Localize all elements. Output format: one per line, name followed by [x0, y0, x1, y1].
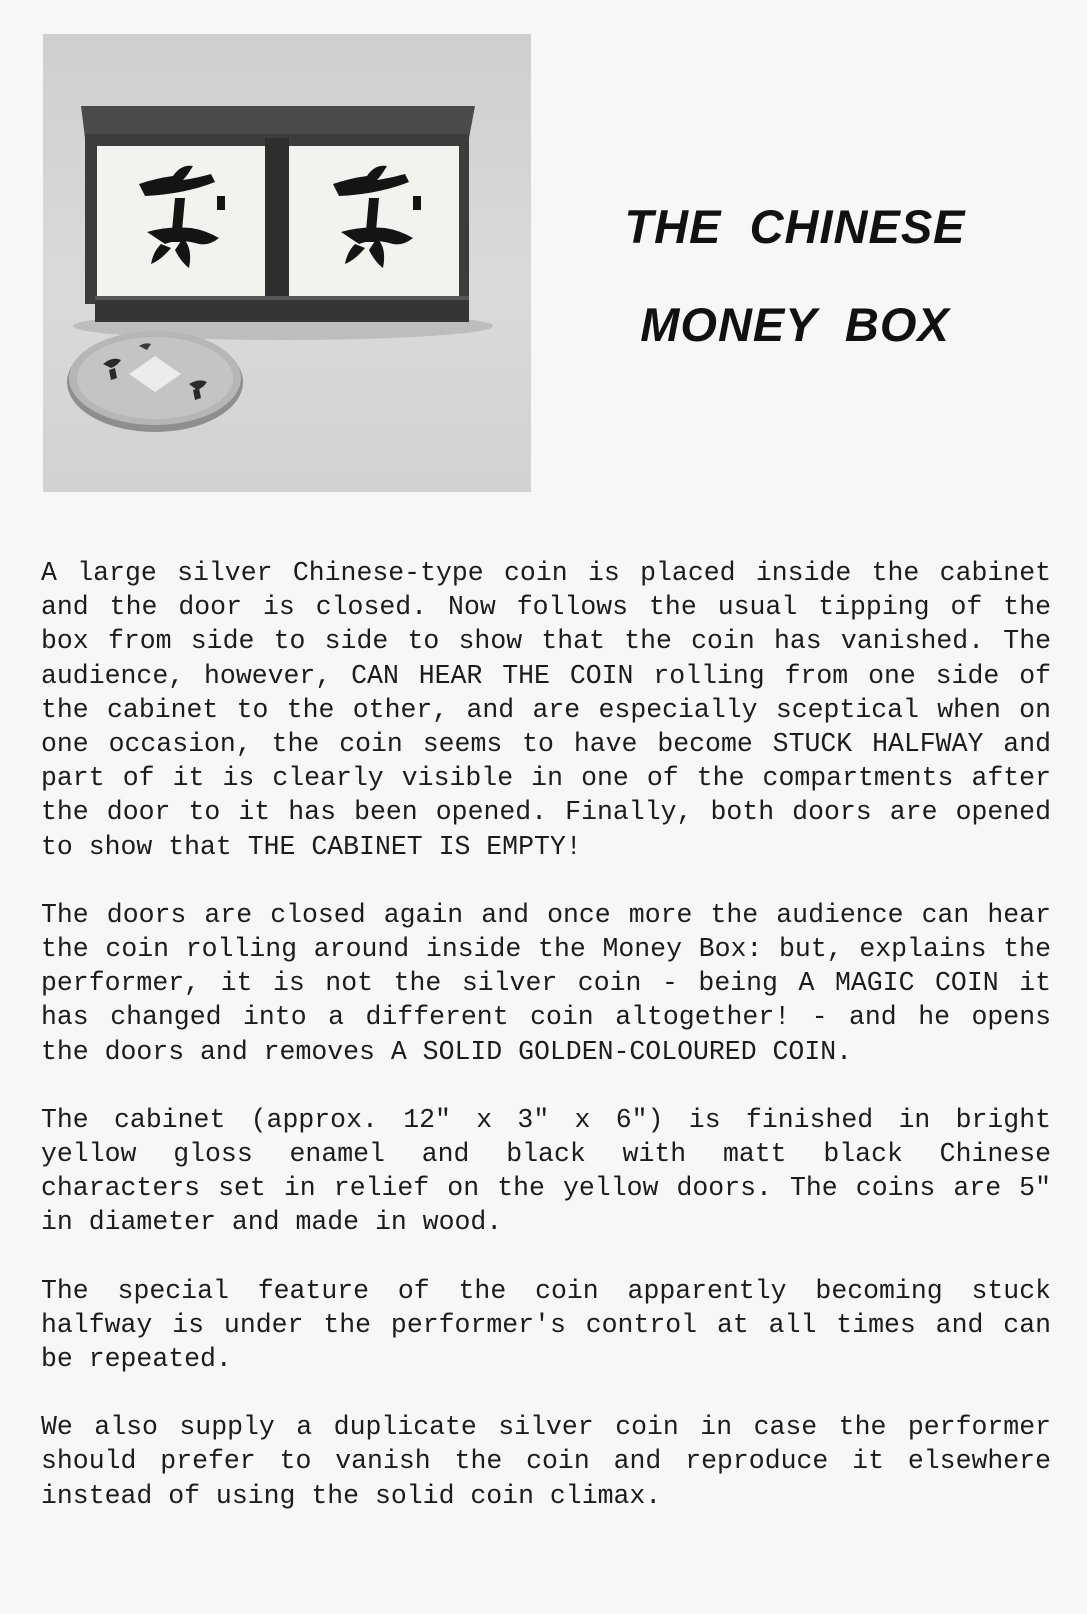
- paragraph-4: The special feature of the coin apparently becoming stuck halfway is under the performer's control at all times and can be repeated.: [41, 1275, 1051, 1375]
- product-photo: [43, 34, 531, 492]
- page-title: [585, 178, 1005, 374]
- cabinet-top: [81, 106, 475, 138]
- title-line-2: MONEY BOX: [640, 298, 950, 351]
- chinese-coin: [67, 331, 243, 432]
- title-line-1: THE CHINESE: [624, 200, 966, 253]
- description-text: [41, 556, 1051, 1547]
- paragraph-1: A large silver Chinese-type coin is placed inside the cabinet and the door is closed. Now follows the usual tipping of the box from side to side to show that the coin has vanished. The audience, however, CAN HEAR THE COIN rolling from one side of the cabinet to the other, and are especially sceptical when on one occasion, the coin seems to have become STUCK HALFWAY and part of it is clearly visible in one of the compartments after the door to it has been opened. Finally, both doors are opened to show that THE CABINET IS EMPTY!: [41, 558, 1051, 862]
- money-box-illustration: [43, 34, 531, 492]
- paragraph-5: We also supply a duplicate silver coin in case the performer should prefer to vanish the coin and reproduce it elsewhere instead of using the solid coin climax.: [41, 1412, 1051, 1511]
- paragraph-3: The cabinet (approx. 12" x 3" x 6") is finished in bright yellow gloss enamel and black with matt black Chinese characters set in relief on the yellow doors. The coins are 5" in diameter and made in wood.: [41, 1104, 1051, 1238]
- center-divider: [265, 138, 289, 304]
- paragraph-2: The doors are closed again and once more the audience can hear the coin rolling around inside the Money Box: but, explains the performer, it is not the silver coin - being A MAGIC COIN it has changed into a different coin altogether! - and he opens the doors and removes A SOLID GOLDEN-COLOURED COIN.: [41, 899, 1051, 1067]
